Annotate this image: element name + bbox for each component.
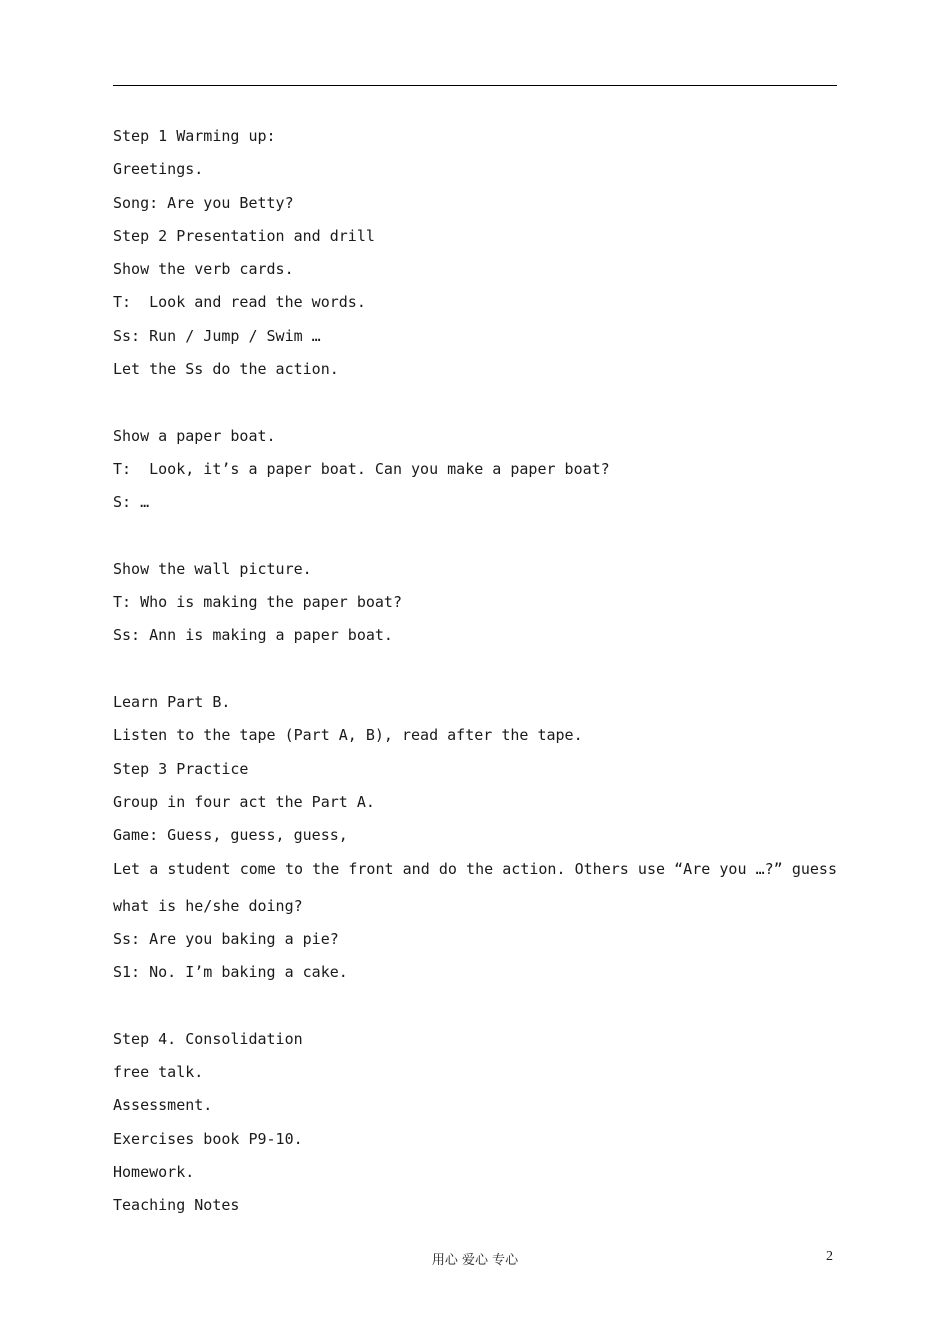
text-line: T: Look and read the words. [113,293,366,312]
text-line: Group in four act the Part A. [113,792,375,811]
text-line: T: Who is making the paper boat? [113,593,402,612]
text-line: Ss: Run / Jump / Swim … [113,326,321,345]
text-line: Step 3 Practice [113,759,249,778]
text-line: Listen to the tape (Part A, B), read after the tape. [113,726,583,745]
text-line-justified: Let a student come to the front and do the action. Others use “Are you …?” guess [113,859,837,878]
text-line: Show the verb cards. [113,260,294,279]
footer-motto: 用心 爱心 专心 [431,1253,519,1268]
blank-line [113,390,837,423]
page-number: 2 [826,1249,833,1264]
text-line: Learn Part B. [113,693,231,712]
text-line: T: Look, it’s a paper boat. Can you make a paper boat? [113,459,610,478]
text-line: Game: Guess, guess, guess, [113,826,348,845]
text-line: Let the Ss do the action. [113,360,339,379]
blank-line [113,524,837,557]
blank-line [113,657,837,690]
text-line: Ss: Are you baking a pie? [113,929,339,948]
text-line: Teaching Notes [113,1196,240,1215]
text-line: S: … [113,493,150,512]
text-line: Greetings. [113,160,204,179]
text-line: Song: Are you Betty? [113,193,294,212]
text-line: Exercises book P9-10. [113,1129,303,1148]
text-line: what is he/she doing? [113,896,303,915]
text-line: Assessment. [113,1096,213,1115]
text-line: Homework. [113,1162,195,1181]
document-body [113,124,837,1227]
text-line: free talk. [113,1063,204,1082]
blank-line [113,993,837,1026]
text-line: Step 4. Consolidation [113,1029,303,1048]
text-line: Step 2 Presentation and drill [113,226,375,245]
header-rule [113,85,837,86]
text-line: Step 1 Warming up: [113,127,276,145]
text-line: Show a paper boat. [113,426,276,445]
text-line: Ss: Ann is making a paper boat. [113,626,393,645]
text-line: Show the wall picture. [113,559,312,578]
text-line: S1: No. I’m baking a cake. [113,963,348,982]
